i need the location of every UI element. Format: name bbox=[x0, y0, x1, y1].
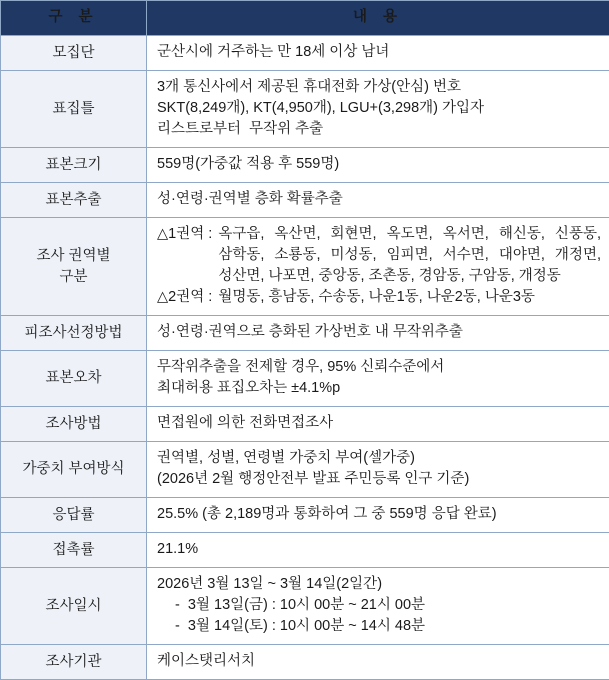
row-value bbox=[147, 645, 609, 680]
table-row bbox=[1, 533, 609, 568]
row-label-line: 모집단 bbox=[5, 43, 142, 64]
table-row bbox=[1, 183, 609, 218]
row-label-line: 조사방법 bbox=[5, 414, 142, 435]
row-value-line: 권역별, 성별, 연령별 가중치 부여(셀가중) bbox=[157, 448, 601, 469]
row-label-line: 가중치 부여방식 bbox=[5, 459, 142, 480]
row-label-line: 조사기관 bbox=[5, 652, 142, 673]
table-row bbox=[1, 71, 609, 148]
header-cell-category: 구 분 bbox=[1, 1, 147, 36]
row-label-line: 표본크기 bbox=[5, 155, 142, 176]
table-row bbox=[1, 442, 609, 498]
row-value-line: 면접원에 의한 전화면접조사 bbox=[157, 413, 601, 434]
row-label bbox=[1, 218, 147, 316]
row-label-line: 피조사선정방법 bbox=[5, 323, 142, 344]
row-value-line: SKT(8,249개), KT(4,950개), LGU+(3,298개) 가입자 bbox=[157, 98, 601, 119]
row-label-line: 표본오차 bbox=[5, 368, 142, 389]
row-value bbox=[147, 351, 609, 407]
row-value-line: (2026년 2월 행정안전부 발표 주민등록 인구 기준) bbox=[157, 469, 601, 490]
row-value bbox=[147, 498, 609, 533]
table-row bbox=[1, 148, 609, 183]
region-tag: △2권역 : bbox=[157, 287, 218, 308]
row-label bbox=[1, 442, 147, 498]
table-row bbox=[1, 645, 609, 680]
row-value bbox=[147, 442, 609, 498]
table-row bbox=[1, 316, 609, 351]
row-label-line: 조사 권역별 bbox=[5, 246, 142, 267]
row-value-line: 무작위추출을 전제할 경우, 95% 신뢰수준에서 bbox=[157, 357, 601, 378]
row-value bbox=[147, 148, 609, 183]
table-row bbox=[1, 351, 609, 407]
row-value-line: - 3월 13일(금) : 10시 00분 ~ 21시 00분 bbox=[157, 595, 601, 616]
row-value bbox=[147, 218, 609, 316]
row-label bbox=[1, 351, 147, 407]
region-group bbox=[157, 287, 601, 308]
row-label bbox=[1, 316, 147, 351]
row-value bbox=[147, 36, 609, 71]
row-value-line: 3개 통신사에서 제공된 휴대전화 가상(안심) 번호 bbox=[157, 77, 601, 98]
row-label-line: 조사일시 bbox=[5, 596, 142, 617]
row-value-line: 559명(가중값 적용 후 559명) bbox=[157, 154, 601, 175]
table-header-row bbox=[1, 1, 609, 36]
row-value bbox=[147, 533, 609, 568]
row-label bbox=[1, 533, 147, 568]
row-label bbox=[1, 148, 147, 183]
row-value-line: - 3월 14일(토) : 10시 00분 ~ 14시 48분 bbox=[157, 616, 601, 637]
row-label-line: 표본추출 bbox=[5, 190, 142, 211]
table-body bbox=[1, 36, 609, 680]
row-value bbox=[147, 71, 609, 148]
row-label-line: 표집틀 bbox=[5, 99, 142, 120]
row-value bbox=[147, 316, 609, 351]
row-label bbox=[1, 183, 147, 218]
table-row bbox=[1, 36, 609, 71]
row-label bbox=[1, 645, 147, 680]
row-label-line: 접촉률 bbox=[5, 540, 142, 561]
region-tag: △1권역 : bbox=[157, 224, 218, 245]
row-label bbox=[1, 568, 147, 645]
row-value-line: 25.5% (총 2,189명과 통화하여 그 중 559명 응답 완료) bbox=[157, 504, 601, 525]
region-group bbox=[157, 224, 601, 287]
region-list: 옥구읍, 옥산면, 회현면, 옥도면, 옥서면, 해신동, 신풍동, 삼학동, 소룡동, 미성동, 임피면, 서수면, 대야면, 개정면, 성산면, 나포면, 중앙동, 조촌동, 경암동, 구암동, 개정동 bbox=[218, 224, 601, 287]
row-value-line: 성·연령·권역별 층화 확률추출 bbox=[157, 189, 601, 210]
row-value bbox=[147, 183, 609, 218]
table-row bbox=[1, 407, 609, 442]
table-row bbox=[1, 568, 609, 645]
row-value-line: 성·연령·권역으로 층화된 가상번호 내 무작위추출 bbox=[157, 322, 601, 343]
header-cell-content: 내 용 bbox=[147, 1, 609, 36]
row-value bbox=[147, 407, 609, 442]
row-label bbox=[1, 407, 147, 442]
row-label bbox=[1, 498, 147, 533]
row-label bbox=[1, 71, 147, 148]
table-row bbox=[1, 218, 609, 316]
row-value-line: 최대허용 표집오차는 ±4.1%p bbox=[157, 378, 601, 399]
row-value-line: 군산시에 거주하는 만 18세 이상 남녀 bbox=[157, 42, 601, 63]
row-value-line: 2026년 3월 13일 ~ 3월 14일(2일간) bbox=[157, 574, 601, 595]
row-label-line: 구분 bbox=[5, 267, 142, 288]
region-list: 월명동, 흥남동, 수송동, 나운1동, 나운2동, 나운3동 bbox=[218, 287, 601, 308]
row-value-line: 케이스탯리서치 bbox=[157, 651, 601, 672]
row-label-line: 응답률 bbox=[5, 505, 142, 526]
row-value-line: 21.1% bbox=[157, 539, 601, 560]
row-label bbox=[1, 36, 147, 71]
table-row bbox=[1, 498, 609, 533]
row-value-line: 리스트로부터 무작위 추출 bbox=[157, 119, 601, 140]
row-value bbox=[147, 568, 609, 645]
